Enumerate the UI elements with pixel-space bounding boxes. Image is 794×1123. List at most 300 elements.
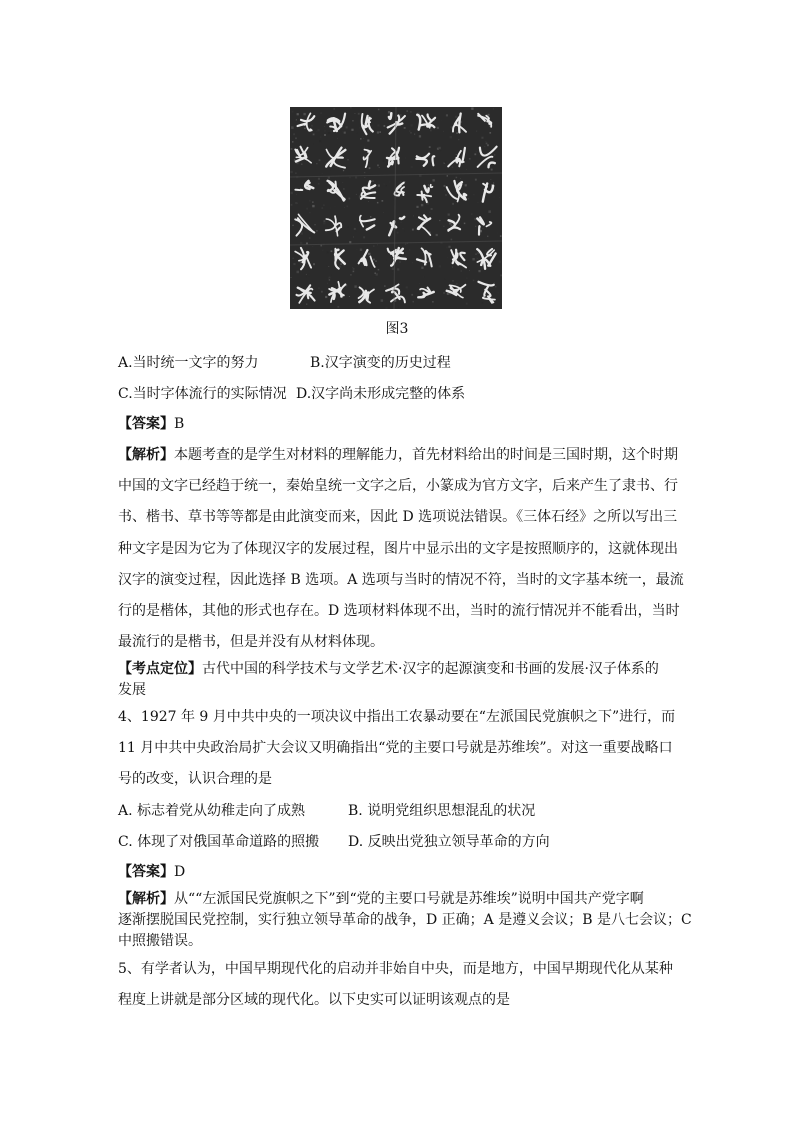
q3-kaodian-line: 【考点定位】古代中国的科学技术与文学艺术·汉字的起源演变和书画的发展·汉子体系的 — [118, 661, 659, 677]
texture-speck — [347, 226, 348, 227]
texture-speck — [475, 226, 476, 227]
texture-speck — [377, 202, 379, 204]
texture-speck — [448, 214, 450, 216]
texture-speck — [411, 166, 413, 168]
texture-speck — [323, 250, 324, 251]
texture-speck — [474, 153, 476, 155]
q4-answer-label: 【答案】 — [118, 864, 174, 880]
texture-speck — [377, 165, 379, 167]
texture-speck — [488, 250, 489, 251]
texture-speck — [331, 250, 333, 252]
texture-speck — [399, 261, 401, 263]
texture-speck — [331, 275, 332, 276]
texture-speck — [458, 139, 459, 140]
texture-speck — [331, 115, 332, 116]
glyph-mark — [387, 148, 399, 167]
texture-speck — [430, 130, 432, 132]
texture-speck — [393, 200, 394, 201]
texture-speck — [431, 208, 433, 210]
texture-speck — [350, 274, 351, 275]
texture-speck — [459, 223, 460, 224]
texture-speck — [499, 197, 500, 198]
texture-speck — [437, 127, 439, 129]
texture-speck — [421, 204, 423, 206]
texture-speck — [464, 223, 466, 225]
texture-speck — [354, 285, 356, 287]
glyph-mark — [418, 215, 431, 235]
texture-speck — [368, 201, 369, 202]
texture-speck — [413, 216, 414, 217]
texture-speck — [384, 300, 385, 301]
texture-speck — [417, 128, 418, 129]
q5-stem-line: 程度上讲就是部分区域的现代化。以下史实可以证明该观点的是 — [118, 992, 510, 1008]
texture-speck — [471, 214, 472, 215]
figure-caption: 图3 — [385, 321, 409, 337]
texture-speck — [376, 273, 378, 275]
texture-speck — [487, 144, 489, 146]
texture-speck — [335, 206, 336, 207]
texture-speck — [384, 183, 385, 184]
texture-speck — [356, 194, 357, 195]
texture-speck — [444, 279, 445, 280]
texture-speck — [444, 185, 446, 187]
texture-speck — [402, 171, 403, 172]
texture-speck — [321, 291, 323, 293]
glyph-mark — [326, 148, 345, 168]
q4-analysis-line: 中照搬错误。 — [118, 933, 202, 949]
texture-speck — [468, 198, 469, 199]
q4-stem-line: 4、1927 年 9 月中共中央的一项决议中指出工农暴动要在“左派国民党旗帜之下”进行，而 — [118, 709, 676, 725]
texture-speck — [461, 271, 462, 272]
texture-speck — [340, 263, 342, 265]
texture-speck — [379, 167, 380, 168]
texture-speck — [414, 134, 415, 135]
texture-speck — [384, 285, 386, 287]
texture-speck — [356, 231, 357, 232]
texture-speck — [292, 111, 294, 113]
texture-speck — [325, 296, 327, 298]
glyph-mark — [362, 114, 373, 134]
texture-speck — [473, 196, 474, 197]
texture-speck — [306, 243, 308, 245]
texture-speck — [410, 230, 411, 231]
texture-speck — [353, 271, 355, 273]
q3-analysis-line: 种文字是因为它为了体现汉字的发展过程，图片中显示出的文字是按照顺序的，这就体现出 — [118, 541, 678, 557]
texture-speck — [451, 239, 453, 241]
texture-speck — [364, 147, 365, 148]
texture-speck — [322, 173, 323, 174]
texture-speck — [490, 179, 491, 180]
texture-speck — [441, 120, 442, 121]
texture-speck — [447, 257, 448, 258]
texture-speck — [416, 206, 418, 208]
glyph-mark — [417, 115, 435, 130]
texture-speck — [421, 267, 423, 269]
texture-speck — [396, 290, 398, 292]
texture-speck — [451, 225, 453, 227]
texture-speck — [363, 138, 364, 139]
texture-speck — [432, 301, 433, 302]
texture-speck — [378, 269, 380, 271]
texture-speck — [390, 154, 391, 155]
glyph-mark — [479, 282, 495, 303]
texture-speck — [306, 274, 307, 275]
texture-speck — [406, 286, 408, 288]
texture-speck — [323, 205, 324, 206]
glyph-mark — [447, 181, 467, 202]
texture-speck — [389, 181, 391, 183]
q4-analysis-line: 逐渐摆脱国民党控制，实行独立领导革命的战争，D 正确；A 是遵义会议；B 是八七会议；C — [118, 912, 692, 928]
texture-speck — [291, 192, 293, 194]
q4-option-a: A. 标志着党从幼稚走向了成熟 — [118, 803, 306, 819]
glyph-mark — [360, 216, 375, 230]
texture-speck — [373, 246, 374, 247]
texture-speck — [382, 152, 383, 153]
texture-speck — [452, 267, 453, 268]
texture-speck — [383, 212, 384, 213]
texture-speck — [377, 245, 378, 246]
texture-speck — [374, 277, 376, 279]
texture-speck — [342, 182, 343, 183]
texture-speck — [489, 140, 490, 141]
texture-speck — [350, 107, 351, 108]
texture-speck — [465, 184, 467, 186]
texture-speck — [495, 286, 496, 287]
texture-speck — [360, 138, 362, 140]
texture-speck — [489, 132, 491, 134]
texture-speck — [477, 202, 478, 203]
glyph-mark — [328, 181, 345, 201]
texture-speck — [321, 207, 323, 209]
texture-speck — [328, 278, 329, 279]
texture-speck — [304, 128, 305, 129]
texture-speck — [319, 140, 321, 142]
texture-speck — [404, 231, 405, 232]
texture-speck — [360, 249, 362, 251]
glyph-mark — [388, 248, 406, 266]
texture-speck — [440, 150, 441, 151]
texture-speck — [302, 247, 303, 248]
texture-speck — [355, 113, 356, 114]
texture-speck — [410, 132, 412, 134]
q5-stem-line: 5、有学者认为，中国早期现代化的启动并非始自中央，而是地方，中国早期现代化从某种 — [118, 961, 673, 977]
texture-speck — [494, 196, 495, 197]
texture-speck — [313, 144, 314, 145]
texture-speck — [469, 270, 470, 271]
texture-speck — [324, 134, 326, 136]
texture-speck — [291, 204, 293, 206]
texture-speck — [443, 131, 444, 132]
texture-speck — [351, 129, 353, 131]
glyph-mark — [295, 215, 314, 236]
q4-answer — [118, 863, 185, 881]
texture-speck — [367, 140, 369, 142]
texture-speck — [419, 135, 421, 137]
q3-analysis-line: 中国的文字已经趋于统一，秦始皇统一文字之后，小篆成为官方文字，后来产生了隶书、行 — [118, 478, 678, 494]
texture-speck — [447, 175, 448, 176]
texture-speck — [308, 274, 310, 276]
glyph-mark — [478, 114, 491, 127]
glyph-mark — [447, 285, 466, 298]
texture-speck — [316, 163, 317, 164]
texture-speck — [309, 237, 311, 239]
texture-speck — [482, 228, 483, 229]
texture-speck — [330, 170, 331, 171]
texture-speck — [343, 170, 344, 171]
texture-speck — [439, 265, 441, 267]
texture-speck — [382, 200, 384, 202]
texture-speck — [292, 225, 293, 226]
q4-option-b: B. 说明党组织思想混乱的状况 — [348, 803, 536, 819]
texture-speck — [357, 250, 358, 251]
texture-speck — [419, 283, 420, 284]
texture-speck — [368, 253, 371, 256]
texture-speck — [296, 194, 297, 195]
texture-speck — [491, 169, 493, 171]
texture-speck — [477, 124, 478, 125]
texture-speck — [422, 276, 424, 278]
texture-speck — [328, 132, 330, 134]
texture-speck — [373, 222, 374, 223]
texture-speck — [326, 265, 327, 266]
texture-speck — [342, 132, 343, 133]
texture-speck — [346, 126, 348, 128]
texture-speck — [312, 205, 314, 207]
texture-speck — [372, 125, 374, 127]
texture-speck — [397, 268, 399, 270]
texture-speck — [294, 159, 295, 160]
texture-speck — [328, 177, 330, 179]
glyph-mark — [297, 285, 315, 303]
glyph-mark — [448, 148, 465, 167]
texture-speck — [378, 185, 380, 187]
q4-option-d: D. 反映出党独立领导革命的方向 — [348, 834, 550, 850]
texture-speck — [326, 163, 327, 164]
texture-speck — [316, 131, 317, 132]
glyph-mark — [418, 288, 434, 298]
texture-speck — [466, 169, 467, 170]
texture-speck — [337, 186, 338, 187]
texture-speck — [331, 130, 332, 131]
glyph-mark — [477, 217, 491, 234]
texture-speck — [349, 241, 351, 243]
fold-line — [394, 107, 396, 309]
texture-speck — [377, 124, 379, 126]
texture-speck — [355, 177, 357, 179]
texture-speck — [446, 247, 448, 249]
texture-speck — [486, 251, 487, 252]
texture-speck — [365, 177, 366, 178]
texture-speck — [448, 246, 450, 248]
texture-speck — [500, 235, 502, 237]
texture-speck — [481, 137, 483, 139]
texture-speck — [344, 207, 345, 208]
texture-speck — [499, 161, 502, 164]
texture-speck — [401, 222, 402, 223]
q3-answer-value: B — [174, 416, 185, 432]
texture-speck — [410, 250, 411, 251]
texture-speck — [369, 167, 371, 169]
texture-speck — [386, 260, 387, 261]
texture-speck — [324, 126, 325, 127]
texture-speck — [412, 229, 414, 231]
texture-speck — [328, 266, 329, 267]
texture-speck — [455, 116, 457, 118]
texture-speck — [370, 216, 371, 217]
texture-speck — [397, 232, 399, 234]
texture-speck — [473, 280, 475, 282]
texture-speck — [407, 289, 408, 290]
texture-speck — [444, 190, 445, 191]
glyph-mark — [327, 114, 345, 131]
texture-speck — [482, 302, 484, 304]
texture-speck — [500, 275, 502, 277]
texture-speck — [452, 166, 454, 168]
texture-speck — [313, 134, 315, 136]
texture-speck — [484, 146, 485, 147]
rubbing-graphic — [290, 107, 502, 309]
texture-speck — [428, 185, 429, 186]
texture-speck — [456, 154, 457, 155]
texture-speck — [343, 188, 345, 190]
texture-speck — [339, 266, 341, 268]
texture-speck — [494, 283, 495, 284]
texture-speck — [445, 194, 446, 195]
texture-speck — [360, 128, 361, 129]
texture-speck — [392, 120, 393, 121]
texture-speck — [489, 226, 490, 227]
texture-speck — [320, 112, 322, 114]
q3-analysis-line: 汉字的演变过程，因此选择 B 选项。A 选项与当时的情况不符，当时的文字基本统一，最流 — [118, 572, 684, 588]
q3-analysis-label: 【解析】 — [118, 447, 174, 463]
texture-speck — [312, 246, 313, 247]
texture-speck — [410, 111, 412, 113]
texture-speck — [456, 177, 458, 179]
q3-option-d: D.汉字尚未形成完整的体系 — [296, 386, 466, 402]
texture-speck — [309, 212, 310, 213]
texture-speck — [469, 158, 471, 160]
texture-speck — [298, 124, 299, 125]
texture-speck — [488, 210, 491, 213]
texture-speck — [292, 141, 294, 143]
texture-speck — [357, 133, 358, 134]
q4-stem-line: 11 月中共中央政治局扩大会议又明确指出“党的主要口号就是苏维埃”。对这一重要战略口 — [118, 740, 673, 756]
texture-speck — [348, 159, 349, 160]
texture-speck — [488, 114, 490, 116]
texture-speck — [313, 263, 315, 265]
texture-speck — [378, 109, 380, 111]
texture-speck — [439, 262, 440, 263]
texture-speck — [303, 113, 305, 115]
texture-speck — [494, 155, 495, 156]
texture-speck — [373, 259, 375, 261]
texture-speck — [383, 160, 385, 162]
texture-speck — [430, 206, 432, 208]
q4-stem-line: 号的改变，认识合理的是 — [118, 771, 272, 787]
texture-speck — [300, 262, 301, 263]
texture-speck — [353, 268, 355, 270]
glyph-mark — [386, 284, 405, 302]
texture-speck — [291, 277, 292, 278]
fold-line — [290, 173, 502, 177]
texture-speck — [404, 127, 406, 129]
texture-speck — [333, 137, 334, 138]
glyph-mark — [451, 250, 466, 268]
q3-answer — [118, 415, 184, 433]
texture-speck — [392, 272, 393, 273]
texture-speck — [429, 146, 431, 148]
texture-speck — [300, 242, 302, 244]
texture-speck — [493, 182, 494, 183]
texture-speck — [329, 279, 330, 280]
texture-speck — [466, 277, 468, 279]
texture-speck — [398, 307, 399, 308]
q4-analysis-label: 【解析】 — [118, 891, 174, 907]
texture-speck — [404, 244, 405, 245]
texture-speck — [318, 287, 320, 289]
texture-speck — [440, 226, 442, 228]
glyph-mark — [298, 113, 315, 130]
texture-speck — [460, 178, 461, 179]
texture-speck — [327, 283, 328, 284]
glyph-mark — [295, 248, 311, 269]
glyph-mark — [359, 250, 375, 267]
q3-option-a: A.当时统一文字的努力 — [118, 355, 259, 371]
texture-speck — [371, 267, 372, 268]
texture-speck — [394, 300, 396, 302]
glyph-mark — [295, 147, 311, 163]
texture-speck — [347, 206, 349, 208]
q3-analysis-line: 最流行的是楷书，但是并没有从材料体现。 — [118, 634, 384, 650]
texture-speck — [379, 131, 381, 133]
texture-speck — [486, 297, 487, 298]
texture-speck — [487, 236, 488, 237]
texture-speck — [405, 157, 406, 158]
texture-speck — [497, 233, 498, 234]
texture-speck — [499, 261, 501, 263]
texture-speck — [318, 183, 320, 185]
texture-speck — [362, 248, 363, 249]
q3-kaodian-label: 【考点定位】 — [118, 661, 202, 677]
texture-speck — [384, 125, 386, 127]
stone-rubbing-image — [290, 107, 502, 309]
texture-speck — [344, 132, 346, 134]
glyph-mark — [361, 181, 375, 198]
texture-speck — [353, 237, 354, 238]
texture-speck — [337, 306, 339, 308]
texture-speck — [411, 124, 413, 126]
q3-analysis-line: 行的是楷体，其他的形式也存在。D 选项材料体现不出，当时的流行情况并不能看出，当时 — [118, 603, 680, 619]
texture-speck — [290, 171, 292, 173]
texture-speck — [498, 292, 500, 294]
texture-speck — [444, 161, 446, 163]
texture-speck — [291, 148, 293, 150]
texture-speck — [363, 236, 365, 238]
glyph-mark — [326, 216, 342, 236]
texture-speck — [485, 141, 486, 142]
texture-speck — [295, 202, 297, 204]
texture-speck — [301, 164, 303, 166]
texture-speck — [321, 137, 322, 138]
texture-speck — [449, 222, 451, 224]
texture-speck — [453, 280, 454, 281]
texture-speck — [325, 131, 326, 132]
texture-speck — [301, 297, 302, 298]
texture-speck — [436, 234, 438, 236]
texture-speck — [392, 268, 394, 270]
texture-speck — [456, 132, 458, 134]
glyph-mark — [417, 248, 432, 266]
